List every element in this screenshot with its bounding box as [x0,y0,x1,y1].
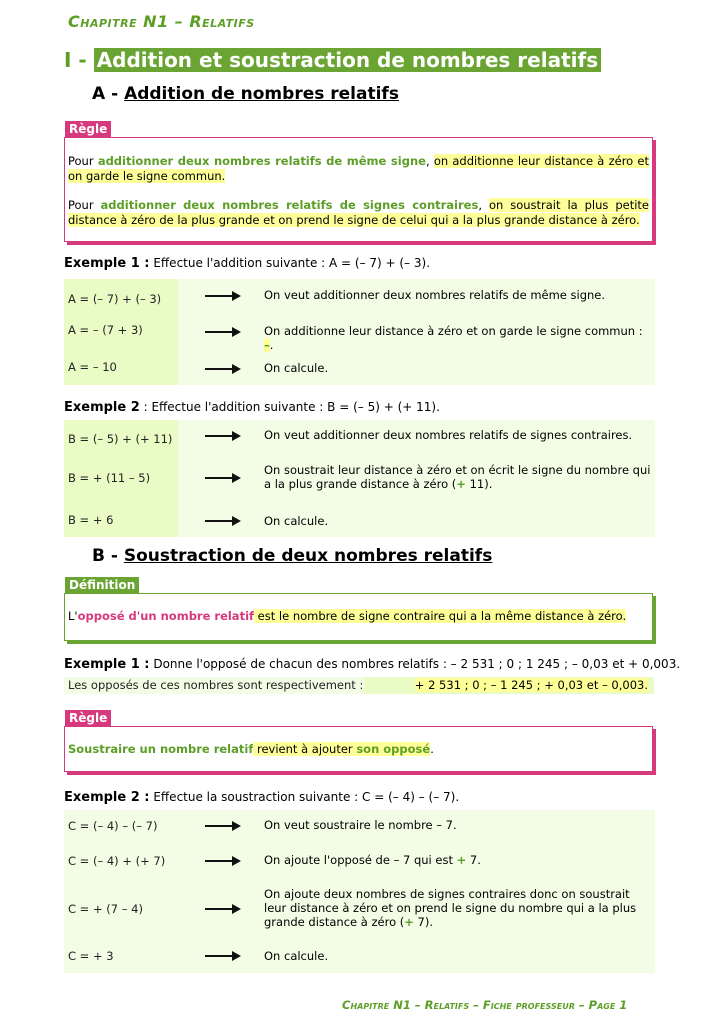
answer-label-cell [64,677,364,694]
sign: – [264,338,270,352]
subsection-b-heading: Soustraction de deux nombres relatifs [123,546,493,566]
example-4-statement: Exemple 2 : Effectue la soustraction suivante : C = (– 4) – (– 7). [64,790,460,805]
rule-tag: Règle [65,121,111,137]
expression: C = (– 4) + (+ 7) [68,854,166,868]
definition-emphasis: opposé d'un nombre relatif [77,609,255,623]
rule-highlight: on additionne leur distance à zéro et on garde le signe commun. [68,154,650,183]
example-1-statement: Exemple 1 : Effectue l'addition suivante : A = (– 7) + (– 3). [64,256,431,271]
definition-highlight: est le nombre de signe contraire qui a la même distance à zéro. [254,609,627,623]
rule-2-box [64,726,653,772]
expression: A = – 10 [68,360,117,374]
arrow-icon [205,291,241,301]
definition-text: L'opposé d'un nombre relatif est le nombre de signe contraire qui a la même distance à zéro. [68,609,627,623]
expression: C = + (7 – 4) [68,902,143,916]
rule-paragraph: Pour additionner deux nombres relatifs de même signe, on additionne leur distance à zéro et on garde le signe commun. [68,154,650,183]
arrow-icon [205,904,241,914]
arrow-icon [205,431,241,441]
rule-highlight: revient à ajouter [253,742,357,756]
expression: C = + 3 [68,949,114,963]
expression: B = + (11 – 5) [68,471,151,485]
rule-box [64,137,653,242]
subsection-a-heading: Addition de nombres relatifs [124,84,399,104]
rule-emphasis: Soustraire un nombre relatif [68,742,254,756]
section-number: I - [64,48,87,72]
rule-emphasis: additionner deux nombres relatifs de signes contraires [100,198,479,212]
sign: + [404,915,414,929]
explanation: On additionne leur distance à zéro et on garde le signe commun : –. [264,324,643,352]
arrow-icon [205,951,241,961]
example-3-statement: Exemple 1 : Donne l'opposé de chacun des nombres relatifs : – 2 531 ; 0 ; 1 245 ; – 0,03 et + 0,003. [64,657,681,672]
page-footer: Chapitre N1 – Relatifs – Fiche professeur – Page 1 [342,998,628,1012]
rule-emphasis: additionner deux nombres relatifs de même signe [97,154,426,168]
explanation: On soustrait leur distance à zéro et on écrit le signe du nombre qui a la plus grande distance à zéro (+ 11). [264,463,651,491]
example-2-statement: Exemple 2 : Effectue l'addition suivante : B = (– 5) + (+ 11). [64,400,440,415]
rule-emphasis: son opposé [356,742,431,756]
explanation: On veut additionner deux nombres relatifs de même signe. [264,288,606,302]
subsection-a-letter: A - [92,84,119,104]
definition-tag: Définition [65,577,139,593]
arrow-icon [205,821,241,831]
explanation: On calcule. [264,949,329,963]
explanation: On calcule. [264,361,329,375]
rule-2-text: Soustraire un nombre relatif revient à ajouter son opposé. [68,742,434,756]
expression: A = – (7 + 3) [68,323,143,337]
rule-highlight: on soustrait la plus petite distance à zéro de la plus grande et on prend le signe de celui qui a la plus grande distance à zéro. [68,198,650,227]
rule-2-tag: Règle [65,710,111,726]
expression: A = (– 7) + (– 3) [68,292,162,306]
sign: + [456,853,467,867]
arrow-icon [205,364,241,374]
arrow-icon [205,327,241,337]
section-title [64,48,601,72]
arrow-icon [205,516,241,526]
expression: B = (– 5) + (+ 11) [68,432,173,446]
subsection-a-title [92,84,399,104]
expression: B = + 6 [68,513,114,527]
expression: C = (– 4) – (– 7) [68,819,158,833]
chapter-title: Chapitre N1 – Relatifs [68,12,255,31]
example-4-panel [64,810,655,973]
sign: + [456,477,466,491]
explanation: On veut soustraire le nombre – 7. [264,818,457,832]
answer-value: + 2 531 ; 0 ; – 1 245 ; + 0,03 et – 0,003. [414,678,648,692]
section-heading: Addition et soustraction de nombres relatifs [94,48,601,72]
subsection-b-letter: B - [92,546,118,566]
arrow-icon [205,473,241,483]
answer-label: Les opposés de ces nombres sont respectivement : [68,678,364,692]
answer-cell [364,677,654,694]
arrow-icon [205,856,241,866]
explanation: On calcule. [264,514,329,528]
example-2-panel [64,420,655,537]
explanation: On ajoute l'opposé de – 7 qui est + 7. [264,853,481,867]
definition-box [64,593,653,641]
subsection-b-title [92,546,492,566]
example-1-panel [64,279,655,385]
explanation: On ajoute deux nombres de signes contraires donc on soustrait leur distance à zéro et on prend le signe du nombre qui a la plus grande distance à zéro (+ 7). [264,887,637,929]
rule-paragraph: Pour additionner deux nombres relatifs de signes contraires, on soustrait la plus petite distance à zéro de la plus grande et on prend le signe de celui qui a la plus grande distance à zéro. [68,198,650,227]
explanation: On veut additionner deux nombres relatifs de signes contraires. [264,428,633,442]
